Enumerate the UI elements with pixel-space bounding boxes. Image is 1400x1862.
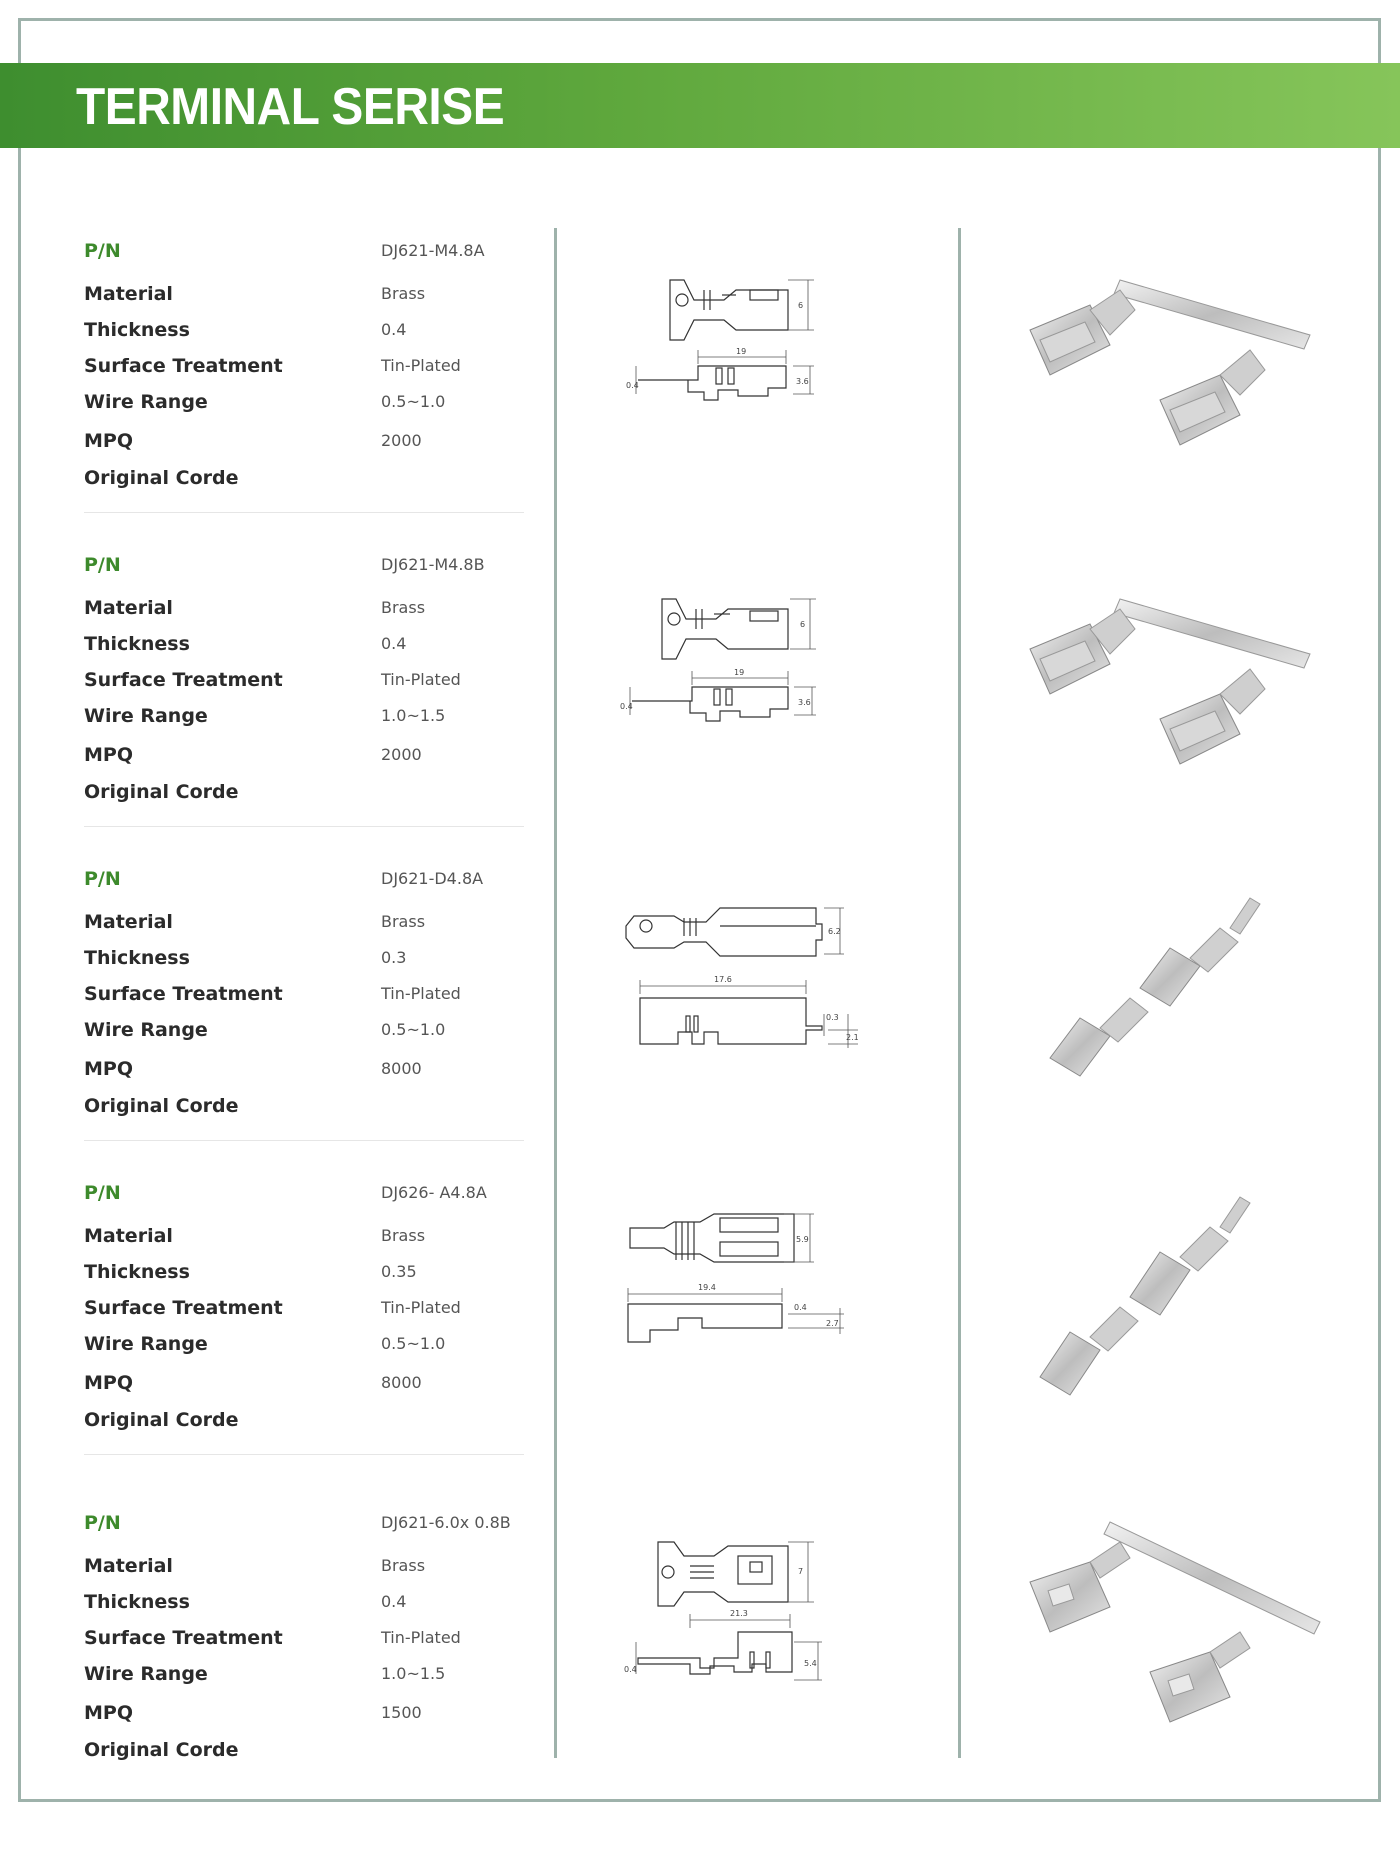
dim-side: 5.4 [804,1659,817,1668]
wire-label: Wire Range [84,1333,208,1355]
spec-row-wire [84,1019,524,1049]
dim-thick: 0.4 [624,1665,637,1674]
spec-row-surface [84,1627,524,1657]
mpq-value: 2000 [381,431,422,450]
material-value: Brass [381,598,426,617]
spec-row-pn [84,1512,524,1542]
pn-label: P/N [84,868,121,890]
material-value: Brass [381,1226,426,1245]
dim-height: 7 [798,1567,804,1576]
thickness-value: 0.4 [381,1592,407,1611]
material-label: Material [84,283,173,305]
code-label: Original Corde [84,1739,239,1761]
spec-row-pn [84,868,524,898]
spec-row-material [84,283,524,313]
spec-row-thickness [84,633,524,663]
code-label: Original Corde [84,467,239,489]
pn-value: DJ621-M4.8A [381,241,485,260]
spec-row-surface [84,1297,524,1327]
dim-length: 21.3 [730,1609,748,1618]
wire-label: Wire Range [84,1019,208,1041]
spec-row-code [84,1409,524,1439]
dim-height: 5.9 [796,1235,809,1244]
thickness-value: 0.4 [381,634,407,653]
material-label: Material [84,597,173,619]
thickness-value: 0.3 [381,948,407,967]
spec-row-wire [84,1333,524,1363]
mpq-label: MPQ [84,744,133,766]
spec-row-thickness [84,1591,524,1621]
dim-height: 6 [800,620,806,629]
spec-row-surface [84,355,524,385]
spec-row-material [84,911,524,941]
wire-value: 0.5~1.0 [381,392,446,411]
thickness-label: Thickness [84,947,190,969]
thickness-label: Thickness [84,633,190,655]
spec-row-mpq [84,1702,524,1732]
thickness-label: Thickness [84,319,190,341]
page-title: TERMINAL SERISE [76,78,505,136]
dim-height: 6.2 [828,927,841,936]
wire-value: 1.0~1.5 [381,1664,446,1683]
surface-label: Surface Treatment [84,983,283,1005]
spec-row-mpq [84,430,524,460]
spec-row-wire [84,705,524,735]
dim-side: 2.1 [846,1033,859,1042]
spec-row-material [84,1225,524,1255]
mpq-label: MPQ [84,430,133,452]
spec-row-thickness [84,1261,524,1291]
surface-value: Tin-Plated [381,670,461,689]
technical-drawing [618,888,918,1088]
mpq-value: 8000 [381,1373,422,1392]
mpq-value: 8000 [381,1059,422,1078]
thickness-value: 0.4 [381,320,407,339]
wire-value: 0.5~1.0 [381,1334,446,1353]
surface-label: Surface Treatment [84,669,283,691]
spec-row-wire [84,391,524,421]
mpq-label: MPQ [84,1702,133,1724]
thickness-label: Thickness [84,1261,190,1283]
thickness-label: Thickness [84,1591,190,1613]
divider [84,512,524,513]
divider [84,1454,524,1455]
spec-row-material [84,597,524,627]
dim-length: 19.4 [698,1283,716,1292]
technical-drawing [618,260,918,460]
dim-length: 19 [736,347,747,356]
spec-row-code [84,467,524,497]
technical-drawing [618,1532,918,1732]
technical-drawing [618,1204,918,1404]
wire-label: Wire Range [84,391,208,413]
spec-row-mpq [84,744,524,774]
wire-label: Wire Range [84,705,208,727]
spec-row-pn [84,240,524,270]
product-block [0,1512,1400,1802]
mpq-value: 2000 [381,745,422,764]
spec-row-material [84,1555,524,1585]
spec-row-pn [84,554,524,584]
divider [84,1140,524,1141]
surface-label: Surface Treatment [84,355,283,377]
thickness-value: 0.35 [381,1262,417,1281]
material-value: Brass [381,1556,426,1575]
product-photo [1010,260,1340,480]
code-label: Original Corde [84,1095,239,1117]
divider [84,826,524,827]
mpq-label: MPQ [84,1058,133,1080]
dim-side: 2.7 [826,1319,839,1328]
pn-label: P/N [84,1182,121,1204]
surface-value: Tin-Plated [381,984,461,1003]
product-block [0,868,1400,1158]
material-label: Material [84,1555,173,1577]
mpq-value: 1500 [381,1703,422,1722]
dim-side: 3.6 [796,377,809,386]
product-photo [1010,1187,1340,1407]
spec-row-wire [84,1663,524,1693]
dim-thick: 0.4 [626,381,639,390]
spec-row-surface [84,669,524,699]
spec-row-code [84,1095,524,1125]
wire-value: 1.0~1.5 [381,706,446,725]
product-block [0,1182,1400,1472]
surface-label: Surface Treatment [84,1627,283,1649]
dim-thick: 0.4 [620,702,633,711]
mpq-label: MPQ [84,1372,133,1394]
product-photo [1010,579,1340,799]
product-photo [1010,888,1340,1108]
surface-label: Surface Treatment [84,1297,283,1319]
pn-value: DJ621-6.0x 0.8B [381,1513,511,1532]
spec-row-thickness [84,319,524,349]
spec-row-pn [84,1182,524,1212]
surface-value: Tin-Plated [381,356,461,375]
spec-row-mpq [84,1372,524,1402]
pn-value: DJ621-D4.8A [381,869,484,888]
pn-label: P/N [84,240,121,262]
surface-value: Tin-Plated [381,1628,461,1647]
dim-thick: 0.4 [794,1303,807,1312]
technical-drawing [618,579,918,779]
material-label: Material [84,1225,173,1247]
pn-value: DJ626- A4.8A [381,1183,487,1202]
pn-label: P/N [84,1512,121,1534]
product-photo [1010,1512,1340,1732]
wire-value: 0.5~1.0 [381,1020,446,1039]
spec-row-surface [84,983,524,1013]
pn-label: P/N [84,554,121,576]
product-block [0,240,1400,530]
title-banner [0,63,1400,148]
dim-side: 3.6 [798,698,811,707]
material-label: Material [84,911,173,933]
code-label: Original Corde [84,781,239,803]
pn-value: DJ621-M4.8B [381,555,485,574]
spec-row-code [84,781,524,811]
wire-label: Wire Range [84,1663,208,1685]
spec-row-thickness [84,947,524,977]
surface-value: Tin-Plated [381,1298,461,1317]
code-label: Original Corde [84,1409,239,1431]
product-block [0,554,1400,844]
dim-length: 19 [734,668,745,677]
dim-thick: 0.3 [826,1013,839,1022]
spec-row-code [84,1739,524,1769]
material-value: Brass [381,284,426,303]
dim-height: 6 [798,301,804,310]
dim-length: 17.6 [714,975,732,984]
spec-row-mpq [84,1058,524,1088]
material-value: Brass [381,912,426,931]
